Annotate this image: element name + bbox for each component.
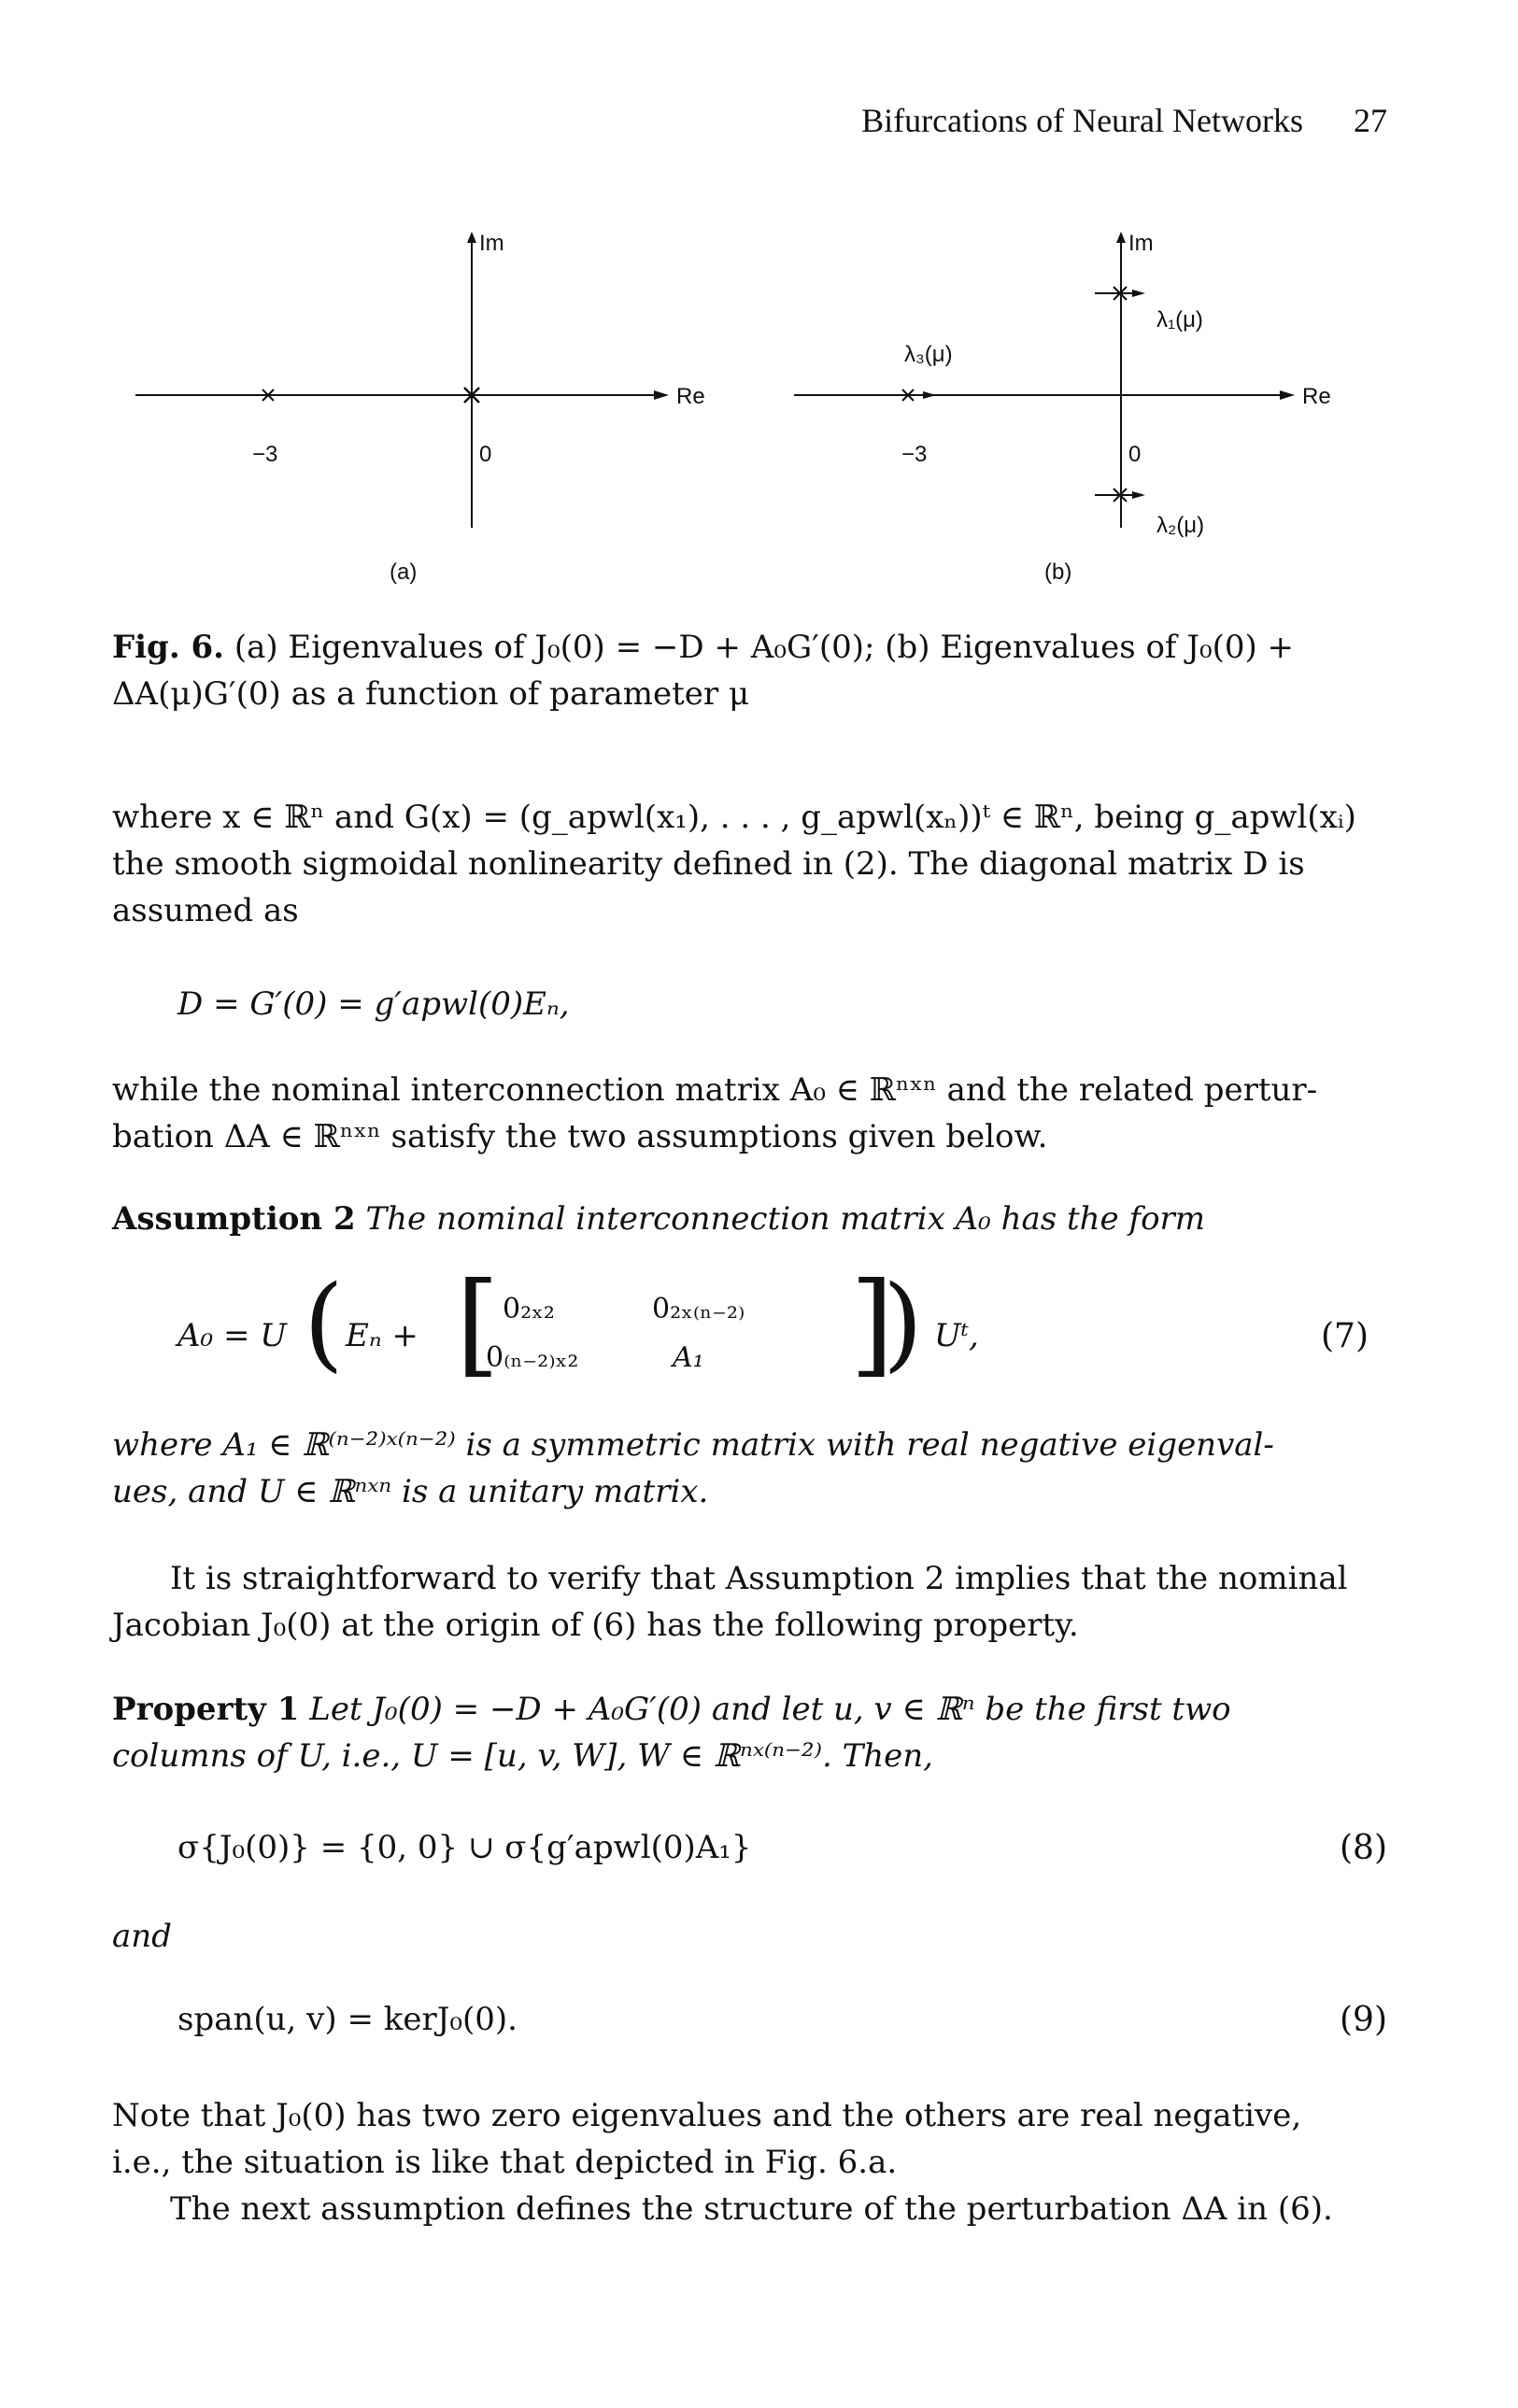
panel-a-label: (a)	[390, 560, 418, 585]
figure-6	[112, 224, 1387, 616]
p3-line2: ues, and U ∈ ℝⁿˣⁿ is a unitary matrix.	[112, 1473, 709, 1510]
panel-b-label: (b)	[1044, 560, 1072, 585]
panel-b-lambda3-label: λ₃(μ)	[904, 342, 953, 367]
assumption-text: The nominal interconnection matrix A₀ has the form	[365, 1200, 1206, 1238]
panel-b-tick-neg3: −3	[901, 442, 928, 467]
panel-b	[794, 231, 1331, 585]
p3-line1: where A₁ ∈ ℝ⁽ⁿ⁻²⁾ˣ⁽ⁿ⁻²⁾ is a symmetric matrix with real negative eigenval-	[112, 1426, 1274, 1464]
panel-a-im-label: Im	[479, 231, 504, 256]
p1-line3: assumed as	[112, 892, 299, 929]
panel-b-tick-zero: 0	[1128, 442, 1142, 467]
paragraph-2	[112, 1067, 1387, 1160]
equation-9: span(u, v) = kerJ₀(0).	[177, 2001, 518, 2038]
panel-b-im-arrow-icon	[1116, 232, 1126, 243]
p2-line2: bation ΔA ∈ ℝⁿˣⁿ satisfy the two assumptions given below.	[112, 1118, 1048, 1155]
property-1	[112, 1686, 1387, 1779]
p1-line2: the smooth sigmoidal nonlinearity defined in (2). The diagonal matrix D is	[112, 845, 1305, 883]
panel-b-im-label: Im	[1128, 231, 1154, 256]
eq7-close-bracket: ]	[850, 1259, 894, 1389]
property-line1: Let J₀(0) = −D + A₀G′(0) and let u, v ∈ ℝⁿ be the first two	[309, 1691, 1231, 1728]
caption-text-line1: (a) Eigenvalues of J₀(0) = −D + A₀G′(0); (b) Eigenvalues of J₀(0) +	[234, 629, 1295, 666]
eq9-number: (9)	[1340, 2001, 1387, 2039]
eq7-tail: Uᵗ,	[934, 1317, 979, 1354]
paragraph-5	[112, 2092, 1387, 2186]
panel-b-lambda2-label: λ₂(μ)	[1156, 513, 1205, 538]
eigenvalue-plots	[112, 224, 1387, 616]
p1-line1: where x ∈ ℝⁿ and G(x) = (g_apwl(x₁), . . . , g_apwl(xₙ))ᵗ ∈ ℝⁿ, being g_apwl(xᵢ)	[112, 799, 1356, 836]
p5-line2: i.e., the situation is like that depicted in Fig. 6.a.	[112, 2144, 898, 2181]
equation-7	[112, 1259, 1387, 1390]
equation-8: σ{J₀(0)} = {0, 0} ∪ σ{g′apwl(0)A₁}	[177, 1829, 752, 1866]
eq7-en: Eₙ +	[346, 1317, 419, 1354]
assumption-label: Assumption 2	[112, 1200, 356, 1238]
eq7-open-paren: (	[304, 1263, 344, 1382]
eq7-open-bracket: [	[456, 1259, 500, 1389]
p2-line1: while the nominal interconnection matrix A₀ ∈ ℝⁿˣⁿ and the related pertur-	[112, 1071, 1318, 1109]
panel-a-tick-zero: 0	[479, 442, 492, 467]
paragraph-1	[112, 794, 1387, 934]
property-label: Property 1	[112, 1691, 300, 1728]
eq7-cell-11: 0₂ₓ₂	[503, 1293, 555, 1325]
paragraph-6	[112, 2186, 1387, 2232]
eq7-cell-12: 0₂ₓ₍ₙ₋₂₎	[652, 1293, 745, 1325]
eq7-close-paren: )	[883, 1263, 923, 1382]
caption-label: Fig. 6.	[112, 629, 224, 666]
panel-a-re-label: Re	[676, 384, 705, 409]
panel-a	[135, 231, 705, 585]
panel-a-im-arrow-icon	[467, 232, 476, 243]
property-line2: columns of U, i.e., U = [u, v, W], W ∈ ℝⁿˣ⁽ⁿ⁻²⁾. Then,	[112, 1737, 933, 1775]
eq7-cell-22: A₁	[673, 1341, 704, 1374]
figure-caption	[112, 624, 1387, 717]
panel-b-re-label: Re	[1302, 384, 1331, 409]
and-word: and	[112, 1918, 172, 1955]
panel-a-re-arrow-icon	[654, 390, 669, 400]
page-number: 27	[1354, 102, 1387, 139]
caption-text-line2: ΔA(μ)G′(0) as a function of parameter μ	[112, 675, 750, 713]
panel-b-re-arrow-icon	[1280, 390, 1295, 400]
panel-b-lambda1-label: λ₁(μ)	[1156, 307, 1203, 333]
eq7-number: (7)	[1321, 1317, 1369, 1355]
equation-D: D = G′(0) = g′apwl(0)Eₙ,	[177, 985, 570, 1023]
p5-line1: Note that J₀(0) has two zero eigenvalues and the others are real negative,	[112, 2097, 1302, 2134]
p6-line1: The next assumption defines the structure of the perturbation ΔA in (6).	[170, 2190, 1333, 2228]
eq7-lhs: A₀ = U	[177, 1317, 287, 1354]
running-title: Bifurcations of Neural Networks	[861, 102, 1303, 139]
p4-line2: Jacobian J₀(0) at the origin of (6) has the following property.	[112, 1607, 1079, 1644]
p4-line1: It is straightforward to verify that Assumption 2 implies that the nominal	[170, 1560, 1348, 1597]
assumption-2	[112, 1196, 1387, 1242]
eq8-number: (8)	[1340, 1829, 1387, 1867]
paragraph-3	[112, 1422, 1387, 1515]
paragraph-4	[112, 1555, 1387, 1649]
panel-a-tick-neg3: −3	[252, 442, 278, 467]
eq7-cell-21: 0₍ₙ₋₂₎ₓ₂	[486, 1341, 579, 1374]
